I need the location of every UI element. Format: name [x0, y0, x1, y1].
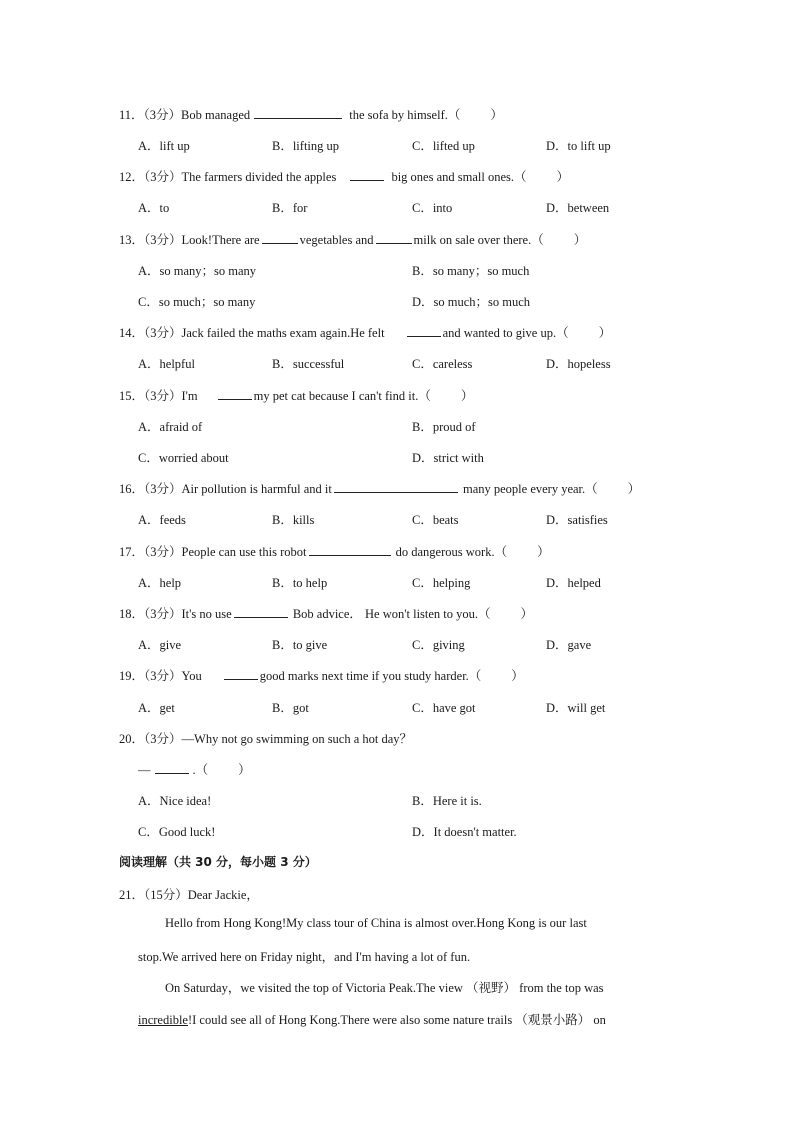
question-21 [119, 885, 259, 903]
passage-line: Hello from Hong Kong!My class tour of China is almost over.Hong Kong is our last [165, 916, 587, 930]
option-a: A．lift up [138, 139, 190, 153]
question-number: 20．（3分） [119, 732, 182, 746]
question-stem: Bob managed [181, 108, 251, 122]
option-b: B．lifting up [272, 139, 340, 153]
answer-blank [407, 324, 441, 337]
option-a: A．helpful [138, 357, 195, 371]
option-b: B．to give [272, 638, 328, 652]
answer-blank [350, 168, 384, 181]
option-c: C．giving [412, 638, 465, 652]
question-11: 11．（3分）Bob managed the sofa by himself.（ ） [119, 108, 503, 122]
option-d: D．gave [546, 638, 592, 652]
question-17: 17．（3分）People can use this robot do dangerous work.（ ） [119, 545, 550, 559]
option-c: C．careless [412, 357, 473, 371]
passage-line: stop.We arrived here on Friday night，and I'm having a lot of fun. [138, 950, 471, 964]
question-14: 14．（3分）Jack failed the maths exam again.He felt and wanted to give up.（ ） [119, 326, 612, 340]
option-b: B．Here it is. [412, 794, 482, 808]
option-d: D．hopeless [546, 357, 611, 371]
option-a: A．give [138, 638, 182, 652]
option-c: C．have got [412, 701, 476, 715]
answer-blank [234, 605, 288, 618]
option-d: D．satisfies [546, 513, 608, 527]
option-d: D．will get [546, 701, 606, 715]
option-b: B．proud of [412, 420, 476, 434]
question-16: 16．（3分）Air pollution is harmful and it many people every year.（ ） [119, 482, 641, 496]
question-20-line-2: — .（ ） [138, 763, 251, 777]
option-b: B．to help [272, 576, 328, 590]
option-c: C．into [412, 201, 453, 215]
letter-greeting: Dear Jackie， [187, 888, 259, 902]
option-a: A．Nice idea! [138, 794, 212, 808]
question-number: 16．（3分） [119, 482, 182, 496]
question-number: 15．（3分） [119, 389, 182, 403]
question-20 [119, 729, 412, 747]
option-c: C．worried about [138, 451, 229, 465]
question-number: 12．（3分） [119, 170, 182, 184]
option-d: D．so much；so much [412, 295, 531, 309]
question-stem: You [181, 669, 202, 683]
question-number: 13．（3分） [119, 233, 182, 247]
option-b: B．so many；so much [412, 264, 530, 278]
passage-line: On Saturday，we visited the top of Victoria Peak.The view （视野） from the top was [165, 981, 604, 995]
question-stem: I'm [181, 389, 198, 403]
answer-blank [376, 231, 412, 244]
option-b: B．kills [272, 513, 315, 527]
option-c: C．lifted up [412, 139, 475, 153]
question-18: 18．（3分）It's no use Bob advice． He won't listen to you.（ ） [119, 607, 534, 621]
question-stem: Air pollution is harmful and it [181, 482, 332, 496]
section-title: 阅读理解（共 30 分，每小题 3 分） [119, 855, 317, 869]
answer-blank [218, 387, 252, 400]
question-15: 15．（3分）I'm my pet cat because I can't find it.（ ） [119, 389, 474, 403]
answer-blank [309, 543, 391, 556]
question-number: 18．（3分） [119, 607, 182, 621]
question-number: 17．（3分） [119, 545, 182, 559]
answer-blank [262, 231, 298, 244]
question-13: 13．（3分）Look!There are vegetables and milk on sale over there.（ ） [119, 233, 587, 247]
question-number: 11．（3分） [119, 108, 182, 122]
question-number: 14．（3分） [119, 326, 182, 340]
question-stem: Jack failed the maths exam again.He felt [181, 326, 385, 340]
option-d: D．It doesn't matter. [412, 825, 517, 839]
question-stem: People can use this robot [181, 545, 307, 559]
option-a: A．get [138, 701, 175, 715]
option-b: B．successful [272, 357, 345, 371]
question-12: 12．（3分）The farmers divided the apples big ones and small ones.（ ） [119, 170, 570, 184]
option-d: D．helped [546, 576, 601, 590]
option-a: A．so many；so many [138, 264, 257, 278]
option-b: B．got [272, 701, 309, 715]
option-a: A．afraid of [138, 420, 203, 434]
question-stem: Look!There are [181, 233, 260, 247]
option-a: A．help [138, 576, 182, 590]
option-a: A．to [138, 201, 170, 215]
option-b: B．for [272, 201, 308, 215]
question-stem: It's no use [181, 607, 232, 621]
underlined-word: incredible [138, 1013, 188, 1027]
option-c: C．beats [412, 513, 459, 527]
answer-blank [334, 480, 458, 493]
question-number: 19．（3分） [119, 669, 182, 683]
option-d: D．between [546, 201, 610, 215]
option-c: C．helping [412, 576, 471, 590]
option-a: A．feeds [138, 513, 186, 527]
question-number: 21．（15分） [119, 888, 188, 902]
option-c: C．Good luck! [138, 825, 216, 839]
option-d: D．strict with [412, 451, 484, 465]
answer-blank [224, 667, 258, 680]
answer-blank [155, 761, 189, 774]
option-d: D．to lift up [546, 139, 611, 153]
passage-line: incredible!I could see all of Hong Kong.There were also some nature trails （观景小路） on [138, 1013, 606, 1027]
question-stem: —Why not go swimming on such a hot day？ [181, 732, 413, 746]
question-stem: The farmers divided the apples [181, 170, 337, 184]
question-19: 19．（3分）You good marks next time if you study harder.（ ） [119, 669, 524, 683]
answer-blank [254, 106, 342, 119]
option-c: C．so much；so many [138, 295, 256, 309]
